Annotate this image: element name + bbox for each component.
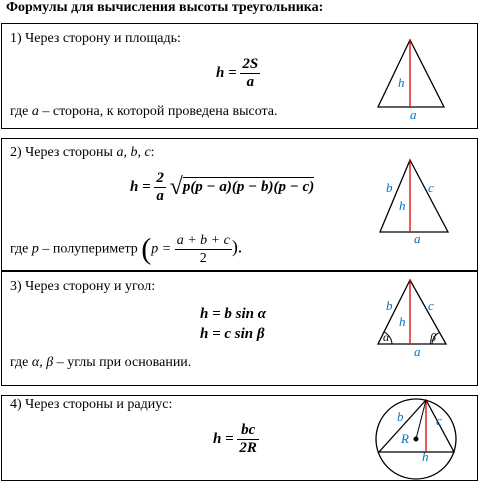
label-R: R — [401, 431, 409, 446]
formula-lhs: h = — [216, 64, 237, 81]
section-1-note: где a – сторона, к которой проведена высота. — [10, 104, 278, 119]
section-2-heading: 2) Через стороны a, b, c: — [10, 145, 155, 160]
label-alpha: α — [383, 330, 390, 344]
page-title: Формулы для вычисления высоты треугольника: — [6, 0, 324, 15]
label-a: a — [414, 231, 421, 246]
section-4-formula: h = $\frac{bc}{2R}$ — [213, 422, 257, 456]
label-h: h — [422, 449, 429, 464]
numerator: 2S — [242, 56, 259, 72]
denominator: a — [246, 74, 255, 90]
label-beta: β — [430, 330, 436, 344]
label-b: b — [386, 298, 393, 313]
section-3-formula-2: h = c sin β — [200, 326, 265, 342]
label-a: a — [410, 107, 417, 122]
label-h: h — [399, 314, 406, 329]
label-c: c — [436, 413, 442, 428]
circumscribed-triangle-diagram — [372, 397, 462, 481]
section-3-note: где α, β – углы при основании. — [10, 355, 192, 370]
fraction: $\frac{bc}{2R}$ — [239, 422, 257, 456]
section-1-formula — [216, 56, 260, 91]
radicand: p(p − a)(p − b)(p − c) — [182, 178, 315, 195]
fraction — [240, 56, 260, 91]
section-3-heading: 3) Через сторону и угол: — [10, 279, 156, 294]
label-h: h — [398, 75, 405, 90]
triangle-diagram-3 — [370, 278, 465, 368]
section-2-formula — [130, 170, 314, 205]
formula-lhs: h = — [130, 178, 151, 195]
label-b: b — [386, 180, 393, 195]
label-h: h — [399, 198, 406, 213]
label-a: a — [414, 344, 421, 359]
sqrt-sign: √ — [169, 174, 183, 200]
label-c: c — [428, 298, 434, 313]
section-2-note: где p – полупериметр (p = $\frac{a + b + c}{2}$ ). — [10, 232, 243, 266]
center-point — [414, 437, 419, 442]
section-4-heading: 4) Через стороны и радиус: — [10, 397, 173, 412]
triangle-diagram-2 — [370, 150, 465, 250]
label-b: b — [397, 409, 404, 424]
label-c: c — [428, 180, 434, 195]
section-3-formula-1: h = b sin α — [200, 306, 267, 322]
section-1-heading: 1) Через сторону и площадь: — [10, 31, 181, 46]
fraction: $\frac{2}{a}$ — [156, 170, 164, 204]
triangle-diagram-1 — [370, 35, 460, 125]
semiperimeter-fraction: $\frac{a + b + c}{2}$ — [176, 233, 230, 266]
